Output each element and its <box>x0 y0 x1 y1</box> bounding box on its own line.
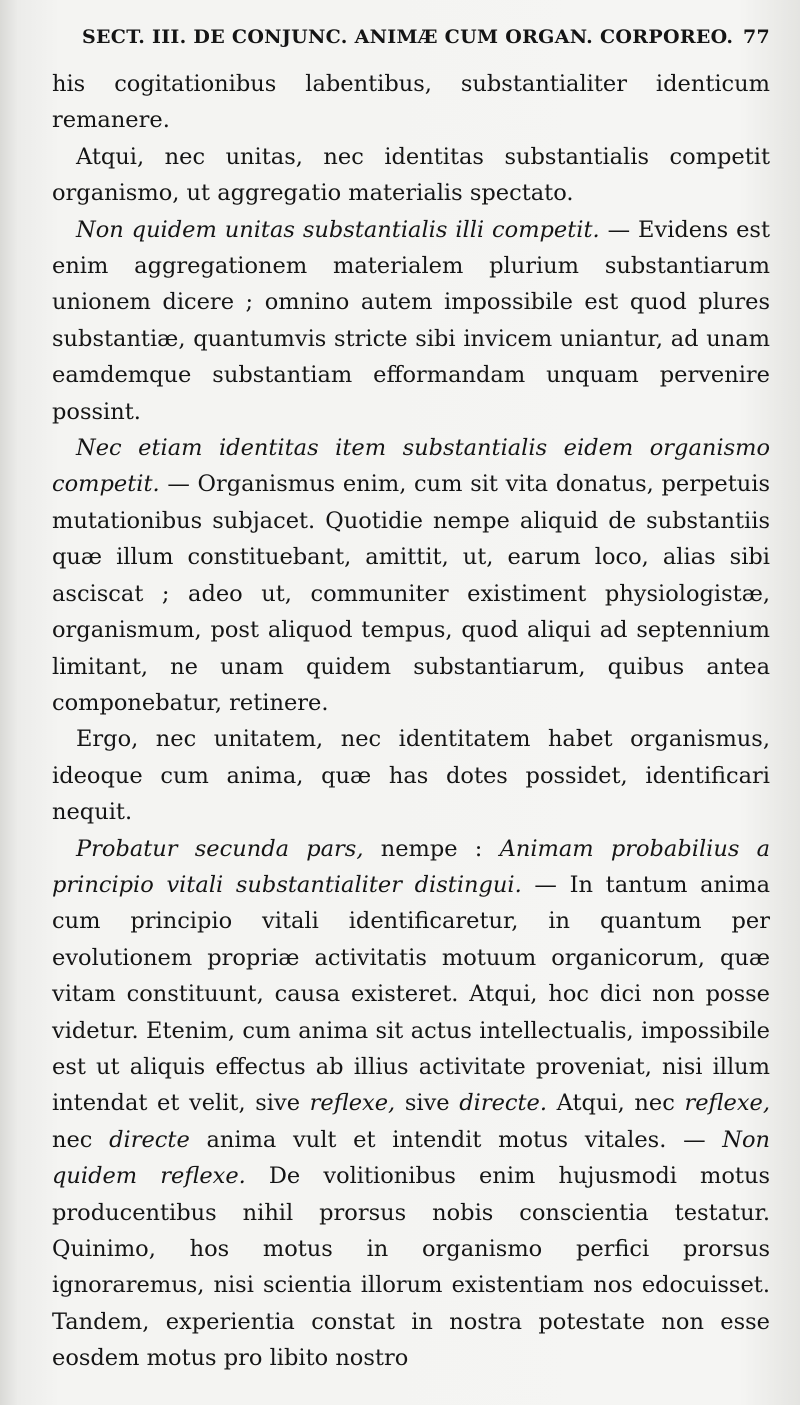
italic-phrase: Non quidem reflexe. <box>52 1126 771 1190</box>
paragraph-identity <box>52 430 770 721</box>
italic-phrase: directe <box>109 1126 190 1153</box>
italic-phrase: Probatur secunda pars, <box>76 835 364 862</box>
italic-lead: Nec etiam identitas item substantialis eidem organismo competit. <box>52 435 770 498</box>
paragraph-text: sive <box>395 1090 460 1117</box>
italic-phrase: reflexe, <box>684 1090 770 1117</box>
paragraph-text: Atqui, nec unitas, nec identitas substantialis competit organismo, ut aggregatio materialis spectato. <box>52 143 770 207</box>
paragraph-text: nempe : <box>363 835 500 862</box>
page-body <box>52 66 770 1377</box>
paragraph-text: — Evidens est enim aggregationem materialem plurium substantiarum unionem dicere ; omnino autem impossibile est quod plures substantiæ, quantumvis stricte sibi invicem uniantur, ad unam eamdemque substantiam efformandam unquam pervenire possint. <box>52 216 770 425</box>
running-title: SECT. III. DE CONJUNC. ANIMÆ CUM ORGAN. CORPOREO. <box>82 26 734 48</box>
italic-phrase: directe. <box>459 1090 548 1117</box>
paragraph-text: nec <box>52 1126 110 1153</box>
paragraph-text: — In tantum anima cum principio vitali identificaretur, in quantum per evolutionem propriæ activitatis motuum organicorum, quæ vitam constituunt, causa existeret. Atqui, hoc dici non posse videtur. Etenim, cum anima sit actus intellectualis, impossibile est ut aliquis effectus ab illius activitate proveniat, nisi illum intendat et velit, sive <box>52 871 770 1117</box>
paragraph-second-part <box>52 831 770 1377</box>
paragraph-text: his cogitationibus labentibus, substantialiter identicum remanere. <box>52 71 770 134</box>
paragraph-text: De volitionibus enim hujusmodi motus producentibus nihil prorsus nobis conscientia testatur. Quinimo, hos motus in organismo perfici prorsus ignoraremus, nisi scientia illorum existentiam nos edocuisset. Tandem, experientia constat in nostra potestate non esse eosdem motus pro libito nostro <box>52 1163 770 1372</box>
italic-phrase: reflexe, <box>309 1090 396 1117</box>
page-number: 77 <box>742 26 770 48</box>
paragraph-continued <box>52 66 770 139</box>
paragraph-minor-premise <box>52 139 770 212</box>
running-header <box>82 26 770 48</box>
paragraph-text: — Organismus enim, cum sit vita donatus, perpetuis mutationibus subjacet. Quotidie nempe aliquid de substantiis quæ illum constituebant, amittit, ut, earum loco, alias sibi asciscat ; adeo ut, communiter existiment physiologistæ, organismum, post aliquod tempus, quod aliqui ad septennium limitant, ne unam quidem substantiarum, quibus antea componebatur, retinere. <box>52 471 770 716</box>
paragraph-conclusion <box>52 721 770 830</box>
paragraph-unity <box>52 212 770 430</box>
paragraph-text: Ergo, nec unitatem, nec identitatem habet organismus, ideoque cum anima, quæ has dotes possidet, identificari nequit. <box>52 726 770 826</box>
italic-lead: Non quidem unitas substantialis illi competit. <box>76 216 600 243</box>
paragraph-text: Atqui, nec <box>547 1090 685 1117</box>
paragraph-text: anima vult et intendit motus vitales. — <box>189 1126 723 1153</box>
italic-phrase: Animam probabilius a principio vitali substantialiter distingui. <box>52 835 771 898</box>
